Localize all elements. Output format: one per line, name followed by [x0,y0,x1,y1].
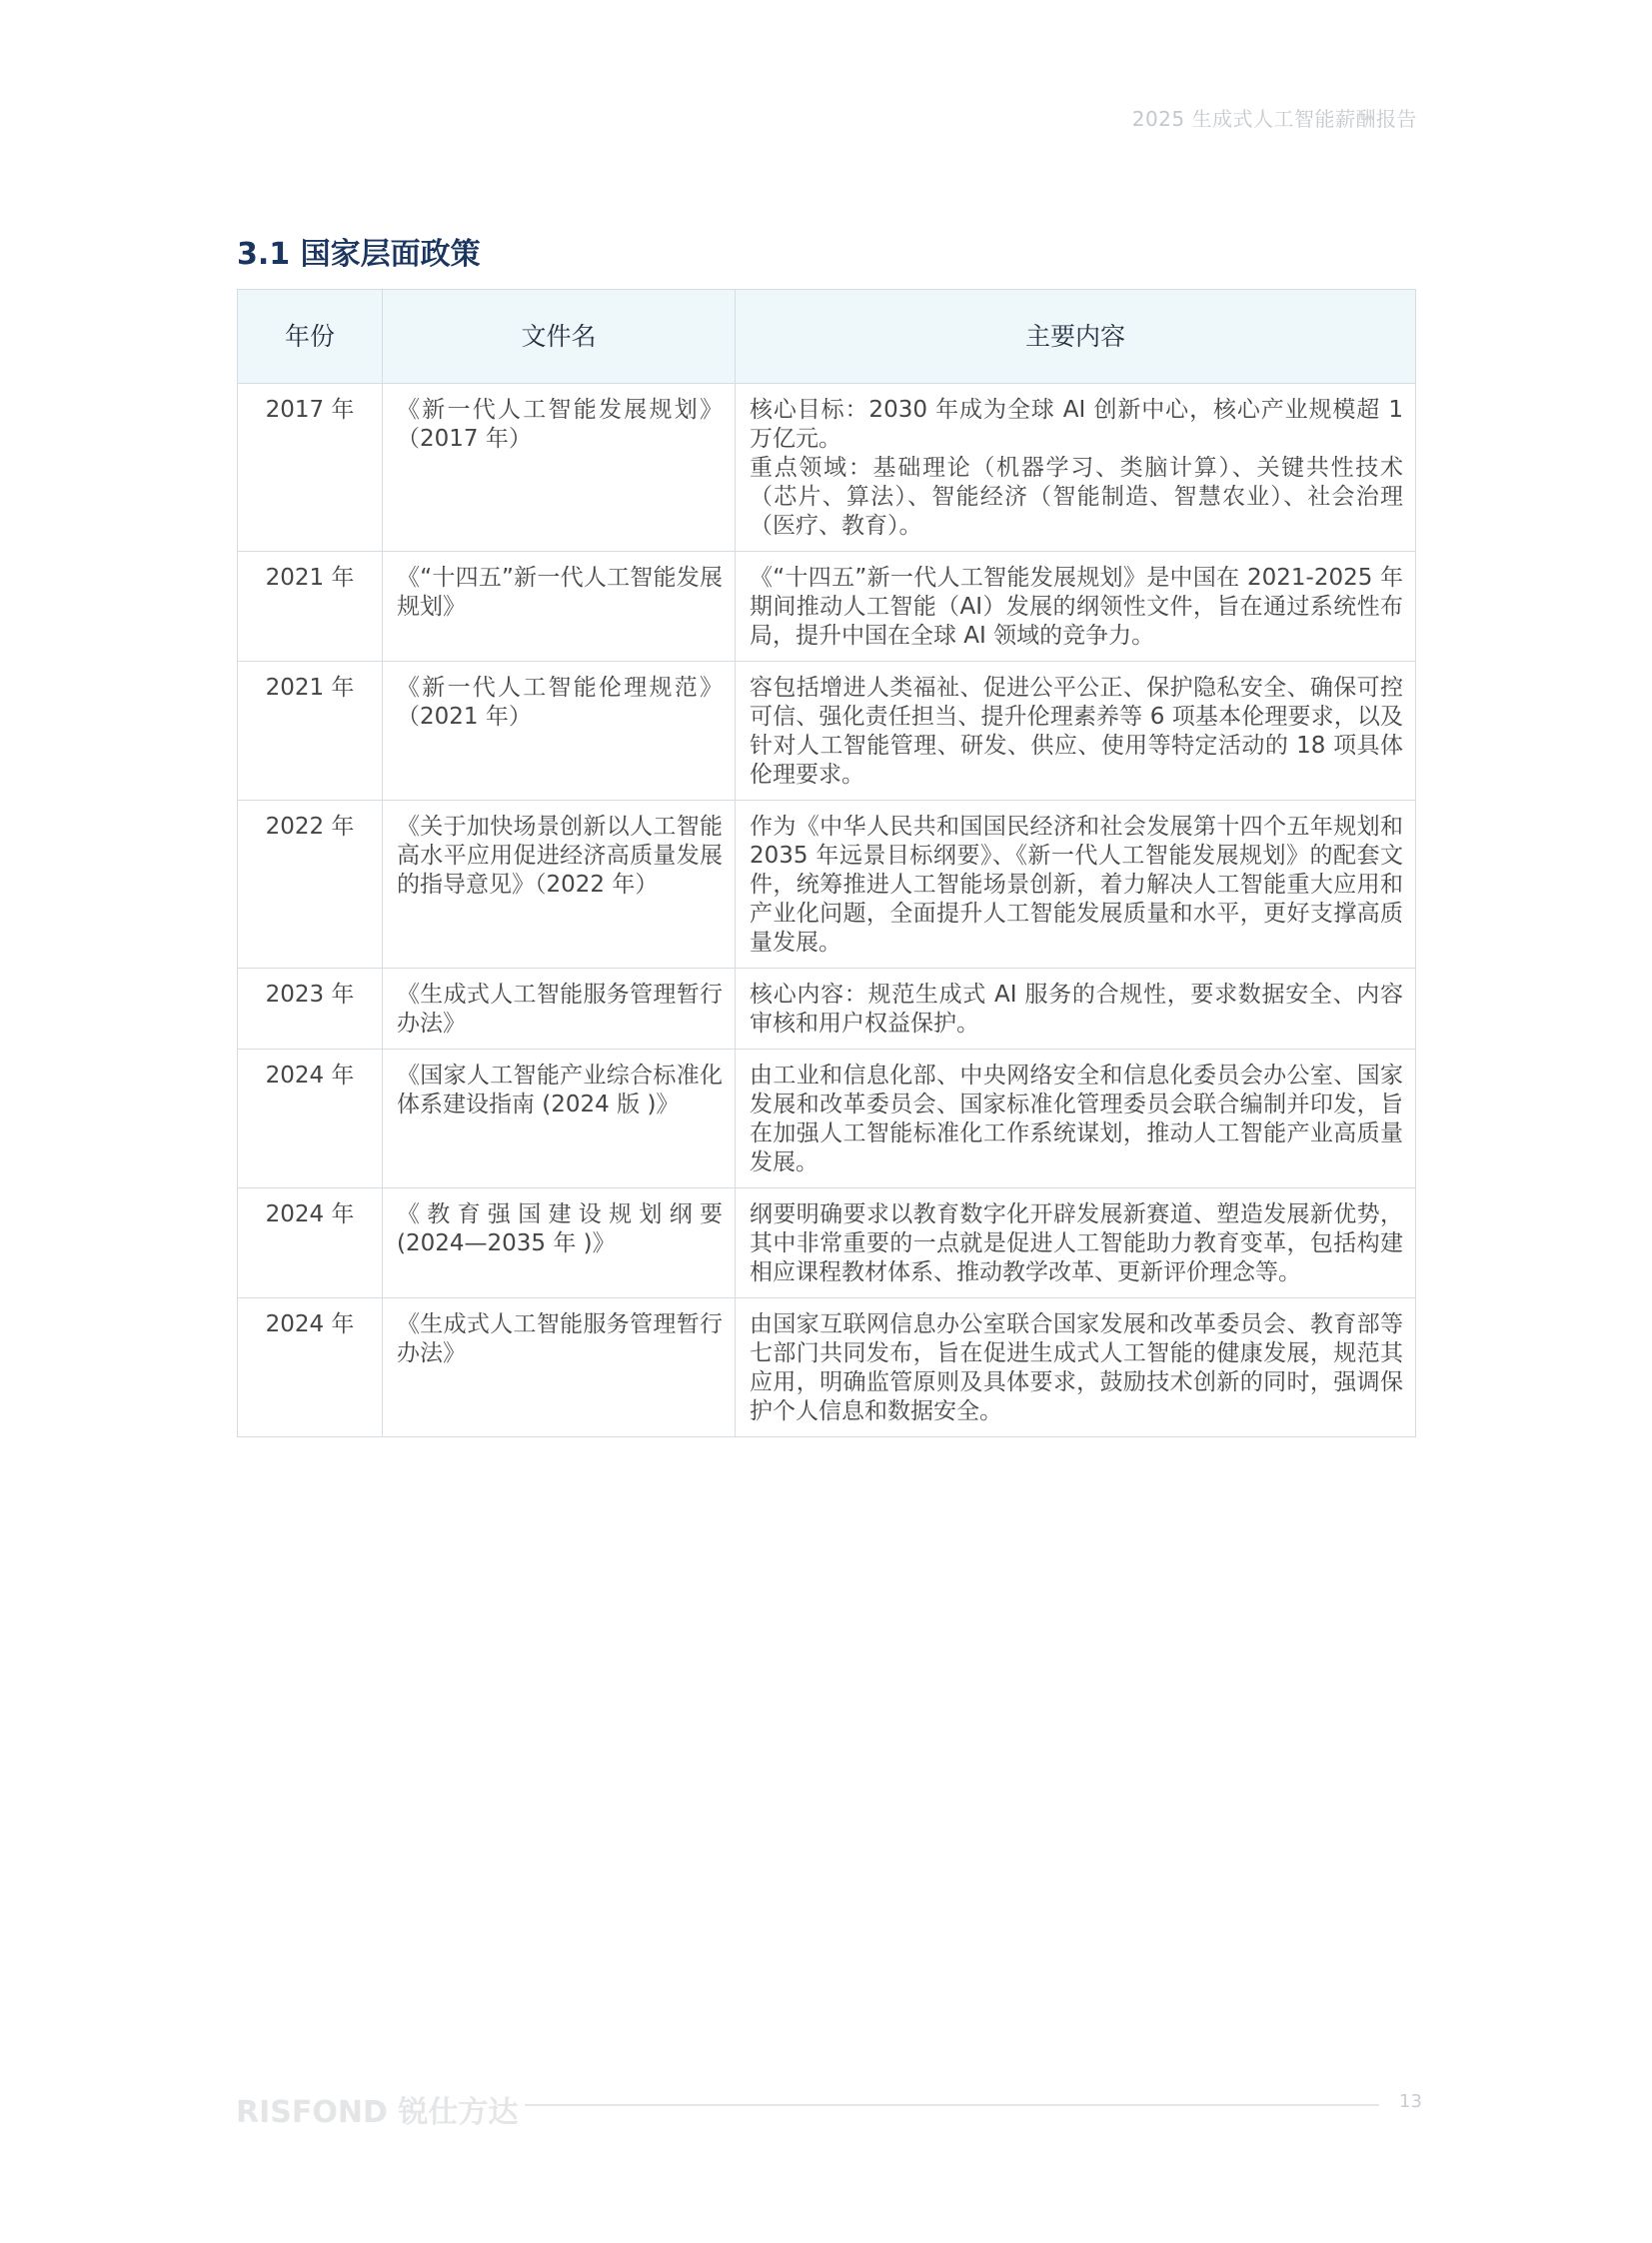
content-paragraph: 纲要明确要求以教育数字化开辟发展新赛道、塑造发展新优势，其中非常重要的一点就是促进人工智能助力教育变革，包括构建相应课程教材体系、推动教学改革、更新评价理念等。 [750,1201,1403,1285]
report-header: 2025 生成式人工智能薪酬报告 [1131,107,1417,131]
content-paragraph: 作为《中华人民共和国国民经济和社会发展第十四个五年规划和 2035 年远景目标纲要》、《新一代人工智能发展规划》的配套文件，统筹推进人工智能场景创新，着力解决人工智能重大应用和产业化问题，全面提升人工智能发展质量和水平，更好支撑高质量发展。 [750,814,1403,956]
cell-year: 2017 年 [238,384,383,552]
cell-name: 《国家人工智能产业综合标准化体系建设指南 (2024 版 )》 [383,1050,736,1188]
table-header-row [238,290,1416,384]
content-paragraph: 核心目标：2030 年成为全球 AI 创新中心，核心产业规模超 1 万亿元。 [750,397,1403,452]
cell-content [736,801,1416,969]
cell-name: 《“十四五”新一代人工智能发展规划》 [383,552,736,662]
content-paragraph: 重点领域：基础理论（机器学习、类脑计算）、关键共性技术（芯片、算法）、智能经济（智能制造、智慧农业）、社会治理（医疗、教育）。 [750,455,1403,539]
cell-name: 《生成式人工智能服务管理暂行办法》 [383,1298,736,1437]
cell-content [736,969,1416,1050]
content-paragraph: 《“十四五”新一代人工智能发展规划》是中国在 2021-2025 年期间推动人工智能（AI）发展的纲领性文件，旨在通过系统性布局，提升中国在全球 AI 领域的竞争力。 [750,565,1403,649]
table-row [238,969,1416,1050]
cell-name: 《生成式人工智能服务管理暂行办法》 [383,969,736,1050]
content-paragraph: 容包括增进人类福祉、促进公平公正、保护隐私安全、确保可控可信、强化责任担当、提升伦理素养等 6 项基本伦理要求，以及针对人工智能管理、研发、供应、使用等特定活动的 18 项具体伦理要求。 [750,675,1403,788]
table-row [238,1050,1416,1188]
section-title: 3.1 国家层面政策 [237,237,481,272]
cell-year: 2022 年 [238,801,383,969]
content-paragraph: 由工业和信息化部、中央网络安全和信息化委员会办公室、国家发展和改革委员会、国家标准化管理委员会联合编制并印发，旨在加强人工智能标准化工作系统谋划，推动人工智能产业高质量发展。 [750,1063,1403,1175]
cell-year: 2024 年 [238,1188,383,1298]
cell-year: 2023 年 [238,969,383,1050]
table-row [238,662,1416,801]
content-paragraph: 由国家互联网信息办公室联合国家发展和改革委员会、教育部等七部门共同发布，旨在促进生成式人工智能的健康发展，规范其应用，明确监管原则及具体要求，鼓励技术创新的同时，强调保护个人信息和数据安全。 [750,1311,1403,1424]
table-row [238,1298,1416,1437]
cell-content [736,662,1416,801]
cell-name: 《新一代人工智能伦理规范》（2021 年） [383,662,736,801]
cell-content [736,384,1416,552]
cell-year: 2021 年 [238,552,383,662]
table-row [238,1188,1416,1298]
content-paragraph: 核心内容：规范生成式 AI 服务的合规性，要求数据安全、内容审核和用户权益保护。 [750,982,1403,1037]
header-year: 年份 [238,290,383,384]
cell-content [736,1050,1416,1188]
table-row [238,801,1416,969]
cell-content [736,1188,1416,1298]
cell-year: 2024 年 [238,1050,383,1188]
page-number: 13 [1399,2091,1422,2112]
cell-content [736,1298,1416,1437]
risfond-logo: RISFOND 锐仕方达 [236,2095,519,2130]
table-row [238,552,1416,662]
policy-table [237,289,1416,1437]
cell-name: 《教育强国建设规划纲要 (2024—2035 年 )》 [383,1188,736,1298]
table-row [238,384,1416,552]
cell-year: 2024 年 [238,1298,383,1437]
header-content: 主要内容 [736,290,1416,384]
cell-year: 2021 年 [238,662,383,801]
footer-divider [525,2104,1379,2106]
cell-name: 《关于加快场景创新以人工智能高水平应用促进经济高质量发展的指导意见》（2022 年） [383,801,736,969]
header-name: 文件名 [383,290,736,384]
cell-name: 《新一代人工智能发展规划》（2017 年） [383,384,736,552]
cell-content [736,552,1416,662]
